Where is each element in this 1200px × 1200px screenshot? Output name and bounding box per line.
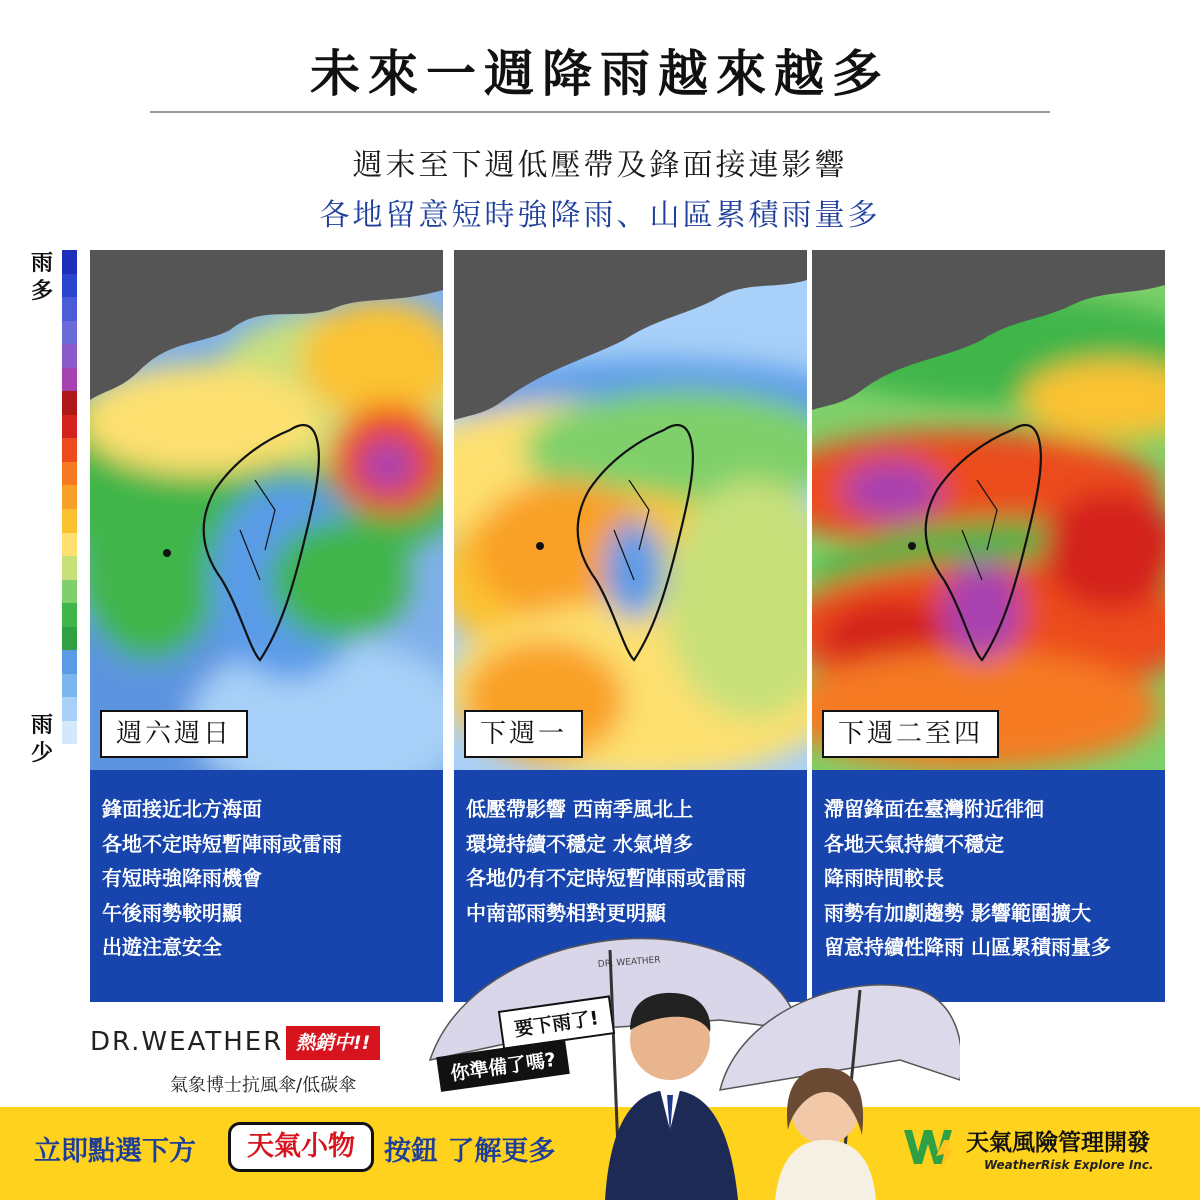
legend-color-swatch — [62, 415, 77, 439]
legend-color-swatch — [62, 533, 77, 557]
legend-color-swatch — [62, 674, 77, 698]
legend-color-swatch — [62, 297, 77, 321]
legend-color-swatch — [62, 744, 77, 768]
speech-bubble-2: 你準備了嗎? — [436, 1039, 570, 1092]
legend-color-swatch — [62, 321, 77, 345]
forecast-panel-monday — [454, 250, 807, 1002]
company-name-english: WeatherRisk Explore Inc. — [984, 1158, 1154, 1172]
legend-color-swatch — [62, 438, 77, 462]
title-divider — [150, 111, 1050, 113]
legend-color-swatch — [62, 603, 77, 627]
legend-color-swatch — [62, 485, 77, 509]
period-label-monday: 下週一 — [464, 710, 583, 758]
description-box-weekend — [90, 770, 443, 1002]
hot-sale-badge: 熱銷中!! — [286, 1026, 380, 1060]
cta-text-prefix: 立即點選下方 — [34, 1136, 196, 1167]
legend-color-swatch — [62, 274, 77, 298]
rain-map-tuesday-thursday — [812, 250, 1165, 770]
description-line: 各地天氣持續不穩定 — [824, 831, 1004, 856]
legend-color-swatch — [62, 721, 77, 745]
legend-color-swatch — [62, 368, 77, 392]
legend-bottom-label: 雨少 — [30, 713, 53, 766]
forecast-panel-weekend — [90, 250, 443, 1002]
legend-color-swatch — [62, 697, 77, 721]
legend-color-swatch — [62, 556, 77, 580]
description-line: 各地不定時短暫陣雨或雷雨 — [102, 831, 342, 856]
description-line: 雨勢有加劇趨勢 影響範圍擴大 — [824, 900, 1091, 925]
legend-top-label: 雨多 — [30, 251, 53, 304]
description-line: 降雨時間較長 — [824, 866, 944, 890]
description-line: 午後雨勢較明顯 — [102, 900, 242, 925]
description-line: 滯留鋒面在臺灣附近徘徊 — [824, 797, 1044, 821]
description-line: 低壓帶影響 西南季風北上 — [466, 797, 693, 821]
description-line: 各地仍有不定時短暫陣雨或雷雨 — [466, 866, 746, 890]
legend-color-swatch — [62, 627, 77, 651]
legend-color-swatch — [62, 580, 77, 604]
subtitle-line-1: 週末至下週低壓帶及鋒面接連影響 — [352, 148, 848, 183]
description-line: 鋒面接近北方海面 — [102, 797, 262, 821]
rainfall-color-legend — [62, 250, 77, 768]
weather-goods-button[interactable]: 天氣小物 — [228, 1122, 374, 1172]
company-logo-icon — [900, 1122, 960, 1172]
rain-map-monday — [454, 250, 807, 770]
speech-bubble-1: 要下雨了! — [498, 995, 615, 1049]
rain-map-weekend — [90, 250, 443, 770]
subtitle-line-2: 各地留意短時強降雨、山區累積雨量多 — [319, 198, 881, 233]
page-title: 未來一週降雨越來越多 — [310, 45, 890, 103]
period-label-tuesday-thursday: 下週二至四 — [822, 710, 999, 758]
description-line: 環境持續不穩定 水氣增多 — [466, 831, 693, 856]
umbrella-print: DR. WEATHER — [597, 955, 661, 970]
description-line: 留意持續性降雨 山區累積雨量多 — [824, 935, 1111, 959]
forecast-panel-tuesday-thursday — [812, 250, 1165, 1002]
description-line: 中南部雨勢相對更明顯 — [466, 900, 666, 925]
legend-color-swatch — [62, 650, 77, 674]
legend-color-swatch — [62, 391, 77, 415]
period-label-weekend: 週六週日 — [100, 710, 248, 758]
company-name: 天氣風險管理開發 — [966, 1130, 1150, 1156]
description-line: 出遊注意安全 — [102, 935, 222, 959]
legend-color-swatch — [62, 250, 77, 274]
description-line: 有短時強降雨機會 — [102, 866, 262, 890]
umbrella-brand: DR.WEATHER — [90, 1027, 284, 1057]
cta-text-suffix: 按鈕 了解更多 — [384, 1136, 556, 1167]
legend-color-swatch — [62, 462, 77, 486]
legend-color-swatch — [62, 509, 77, 533]
product-name: 氣象博士抗風傘/低碳傘 — [170, 1075, 357, 1096]
legend-color-swatch — [62, 344, 77, 368]
